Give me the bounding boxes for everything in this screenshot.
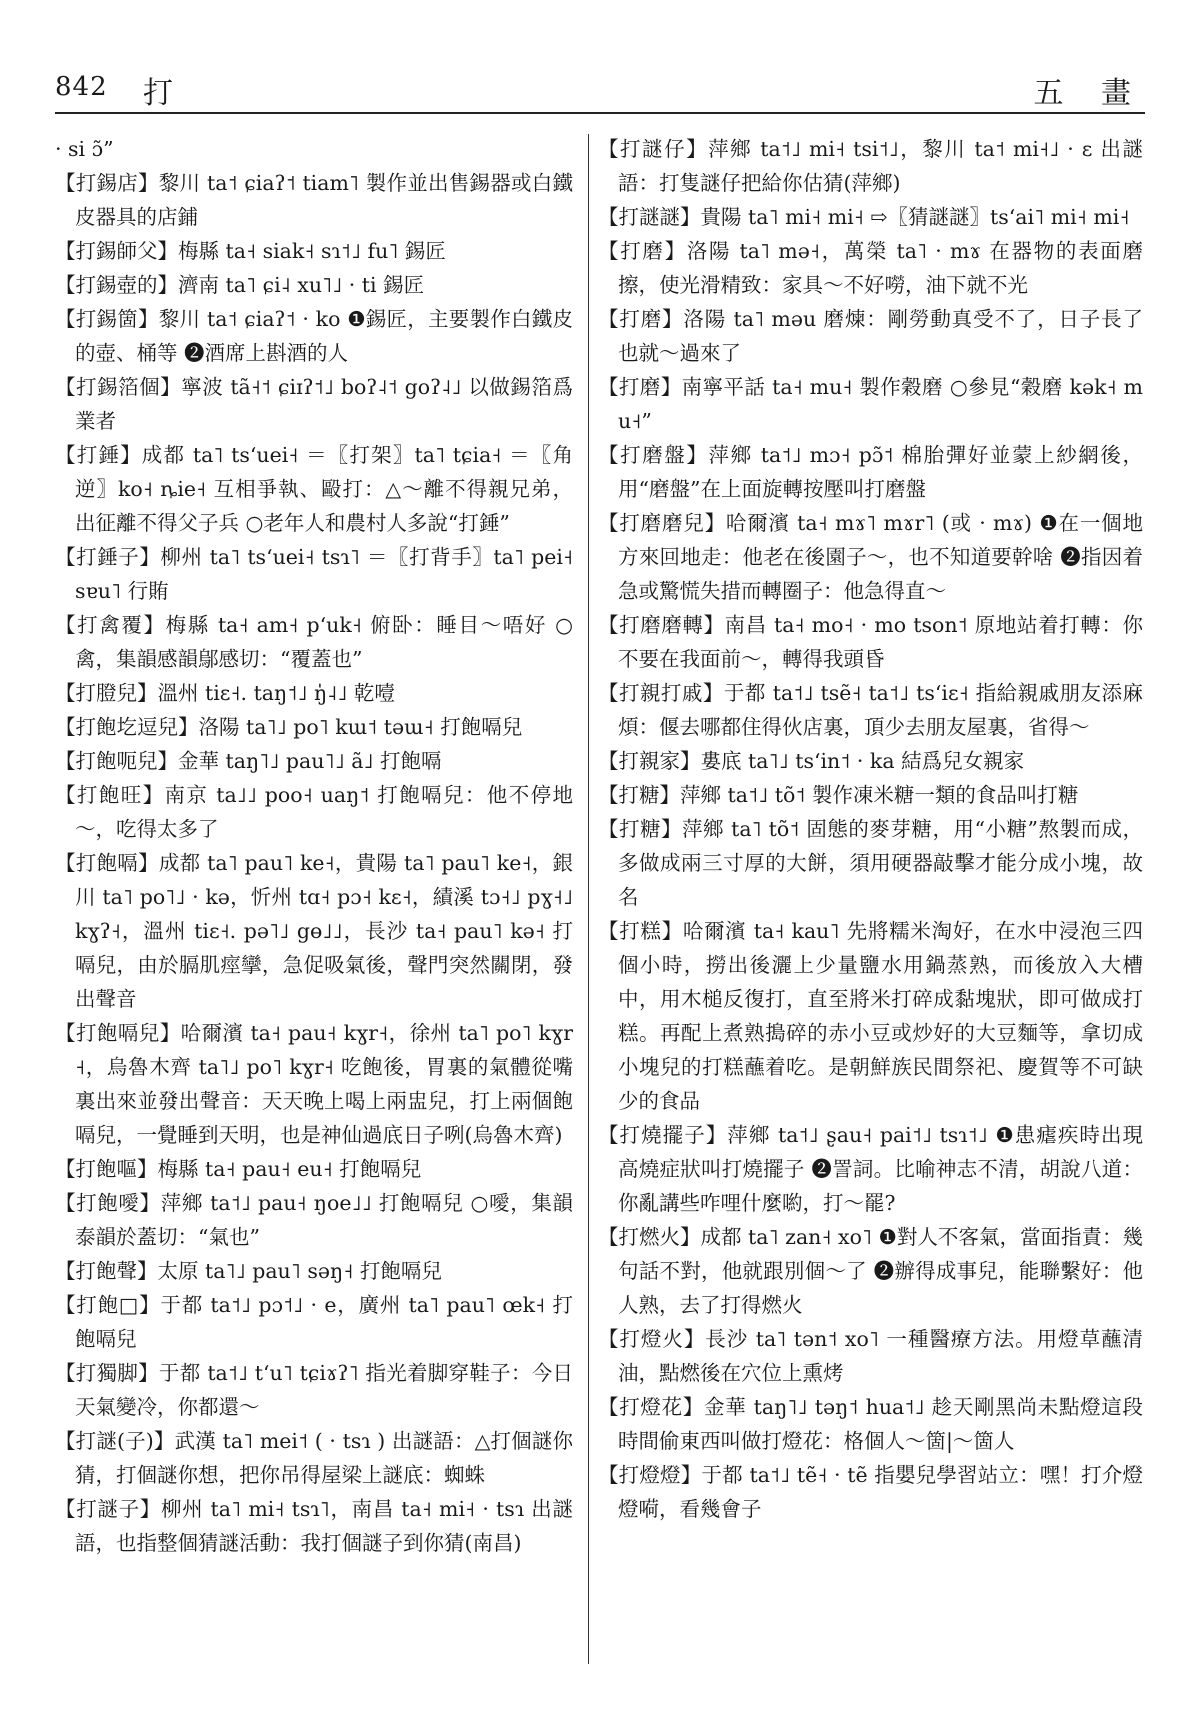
dictionary-entry: 【打燈花】金華 taŋ˥˩ təŋ˦ hua˦˩ 趁天剛黑尚未點燈這段時間偷東西叫做打燈花：格個人～箇|～箇人	[598, 1395, 1143, 1453]
dictionary-entry: 【打飽呃兒】金華 taŋ˥˩ pau˥˩ ã˩ 打飽嗝	[55, 749, 442, 773]
dictionary-entry: 【打錘】成都 ta˥ tsʻuei˧ ＝〖打架〗ta˥ tɕia˧ ＝〖角逆〗ko˧ ȵie˧ 互相爭執、毆打：△～離不得親兄弟，出征離不得父子兵 ○老年人和農村人多說“打錘”	[55, 443, 573, 535]
dictionary-entry: 【打獨脚】于都 ta˦˩ tʻu˥ tɕiɤʔ˥ 指光着脚穿鞋子：今日天氣變冷，你都還～	[55, 1361, 573, 1419]
dictionary-entry: 【打磨磨兒】哈爾濱 ta˧ mɤ˥ mɤr˥ (或 · mɤ) ❶在一個地方來回地走：他老在後園子～，也不知道要幹啥 ❷指因着急或驚慌失措而轉圈子：他急得直～	[598, 511, 1143, 603]
dictionary-entry: 【打禽覆】梅縣 ta˧ am˧ pʻuk˧ 俯卧：睡目～唔好 ○禽，集韻感韻鄔感切：“覆蓋也”	[55, 613, 573, 671]
dictionary-entry: 【打磨】洛陽 ta˥ məu 磨煉：剛勞動真受不了，日子長了也就～過來了	[598, 307, 1143, 365]
page-header	[55, 62, 1145, 114]
dictionary-entry: 【打飽嗝兒】哈爾濱 ta˧ pau˧ kɣr˧，徐州 ta˥ po˥ kɣr˧，烏魯木齊 ta˥˩ po˥ kɣr˧ 吃飽後，胃裏的氣體從嘴裏出來並發出聲音：天天晚上喝上兩盅兒，打上兩個飽嗝兒，一覺睡到天明，也是神仙過底日子咧(烏魯木齊)	[55, 1021, 573, 1147]
dictionary-entry: 【打飽□】于都 ta˦˩ pɔ˦˩ · e，廣州 ta˥ pau˥ œk˧ 打飽嗝兒	[55, 1293, 573, 1351]
dictionary-entry: 【打燈火】長沙 ta˥ tən˦ xo˥ 一種醫療方法。用燈草蘸清油，點燃後在穴位上熏烤	[598, 1327, 1143, 1385]
dictionary-entry: 【打錫壺的】濟南 ta˥ ɕi˨ xu˥˩ · ti 錫匠	[55, 273, 425, 297]
dictionary-entry: 【打飽噯】萍鄉 ta˦˩ pau˧ ŋoe˩˩ 打飽嗝兒 ○噯，集韻泰韻於蓋切：“氣也”	[55, 1191, 573, 1249]
dictionary-entry: 【打親打戚】于都 ta˦˩ tsẽ˧ ta˦˩ tsʻiɛ˧ 指給親戚朋友添麻煩：偃去哪都住得伙店裏，頂少去朋友屋裏，省得～	[598, 681, 1143, 739]
header-rule	[55, 112, 1145, 114]
dictionary-entry: 【打謎仔】萍鄉 ta˦˩ mi˧ tsi˦˩，黎川 ta˦ mi˧˩ · ɛ 出謎語：打隻謎仔把給你估猜(萍鄉)	[598, 137, 1143, 195]
dictionary-entry: 【打飽嗝】成都 ta˥ pau˥ ke˧，貴陽 ta˥ pau˥ ke˧，銀川 ta˥ po˥˩ · kə，忻州 tɑ˧ pɔ˧ kɛ˧，績溪 tɔ˧˩ pɣ˧˩ kɣʔ˧，溫州 tiɛ˧. pə˥˩ gɵ˩˩，長沙 ta˧ pau˥ kə˧ 打嗝兒，由於膈肌痙攣，急促吸氣後，聲門突然關閉，發出聲音	[55, 851, 573, 1011]
dictionary-entry: 【打燈燈】于都 ta˦˩ tẽ˧ · tẽ 指嬰兒學習站立：嘿！打介燈燈嗬，看幾會子	[598, 1463, 1143, 1521]
section-title: 五 畫	[1033, 76, 1145, 111]
dictionary-entry: 【打錫店】黎川 ta˦ ɕiaʔ˦ tiam˥ 製作並出售錫器或白鐵皮器具的店鋪	[55, 171, 573, 229]
dictionary-entry: 【打糖】萍鄉 ta˦˩ tõ˦ 製作凍米糖一類的食品叫打糖	[598, 783, 1079, 807]
column-divider	[588, 134, 589, 1664]
dictionary-entry: 【打飽聲】太原 ta˥˩ pau˥ səŋ˧ 打飽嗝兒	[55, 1259, 442, 1283]
dictionary-entry: 【打錫師父】梅縣 ta˧ siak˧ sɿ˦˩ fu˥ 錫匠	[55, 239, 446, 263]
dictionary-entry: 【打糕】哈爾濱 ta˧ kau˥ 先將糯米淘好，在水中浸泡三四個小時，撈出後灑上少量鹽水用鍋蒸熟，而後放入大槽中，用木槌反復打，直至將米打碎成黏塊狀，即可做成打糕。再配上煮熟搗碎的赤小豆或炒好的大豆麵等，拿切成小塊兒的打糕蘸着吃。是朝鮮族民間祭祀、慶賀等不可缺少的食品	[598, 919, 1143, 1113]
dictionary-entry: 【打飽旺】南京 ta˩˩ poo˧ uaŋ˦ 打飽嗝兒：他不停地～，吃得太多了	[55, 783, 573, 841]
dictionary-entry: 【打謎謎】貴陽 ta˥ mi˧ mi˧ ⇨〖猜謎謎〗tsʻai˥ mi˧ mi˧	[598, 205, 1130, 229]
page-number: 842	[55, 72, 108, 102]
dictionary-entry: 【打磨】南寧平話 ta˧ mu˧ 製作穀磨 ○參見“穀磨 kək˧ mu˧”	[598, 375, 1143, 433]
dictionary-entry: 【打錫箇】黎川 ta˦ ɕiaʔ˦ · ko ❶錫匠，主要製作白鐵皮的壺、桶等 ❷酒席上斟酒的人	[55, 307, 573, 365]
dictionary-entry: 【打磨盤】萍鄉 ta˦˩ mɔ˧ pɔ̃˦ 棉胎彈好並蒙上紗網後，用“磨盤”在上面旋轉按壓叫打磨盤	[598, 443, 1143, 501]
dictionary-entry: 【打飽嘔】梅縣 ta˧ pau˧ eu˧ 打飽嗝兒	[55, 1157, 422, 1181]
dictionary-entry: 【打燃火】成都 ta˥ zan˧ xo˥ ❶對人不客氣，當面指責：幾句話不對，他就跟別個～了 ❷辦得成事兒，能聯繫好：他人熟，去了打得燃火	[598, 1225, 1143, 1317]
dictionary-entry: 【打謎子】柳州 ta˥ mi˧ tsɿ˥，南昌 ta˧ mi˧ · tsɿ 出謎語，也指整個猜謎活動：我打個謎子到你猜(南昌)	[55, 1497, 573, 1555]
dictionary-entry: 【打燒擺子】萍鄉 ta˦˩ ʂau˧ pai˦˩ tsɿ˦˩ ❶患瘧疾時出現高燒症狀叫打燒擺子 ❷詈詞。比喻神志不清，胡說八道：你亂講些咋哩什麼喲，打～罷?	[598, 1123, 1143, 1215]
dictionary-entry: 【打磨】洛陽 ta˥ mə˧，萬榮 ta˥ · mɤ 在器物的表面磨擦，使光滑精致：家具～不好嘮，油下就不光	[598, 239, 1143, 297]
dictionary-entry: 【打糖】萍鄉 ta˥ tõ˦ 固態的麥芽糖，用“小糖”熬製而成，多做成兩三寸厚的大餅，須用硬器敲擊才能分成小塊，故名	[598, 817, 1143, 909]
left-column	[55, 132, 573, 1560]
dictionary-entry: 【打膯兒】溫州 tiɛ˧. taŋ˦˩ ŋ̍˨˩ 乾噎	[55, 681, 395, 705]
dictionary-entry: 【打錫箔個】寧波 tã˧˦ ɕiɪʔ˦˩ boʔ˨˦ goʔ˨˩ 以做錫箔爲業者	[55, 375, 573, 433]
dictionary-entry: 【打親家】婁底 ta˥˩ tsʻin˦ · ka 結爲兒女親家	[598, 749, 1025, 773]
dictionary-entry: 【打飽圪逗兒】洛陽 ta˥˩ po˥ kɯ˦ təɯ˧ 打飽嗝兒	[55, 715, 523, 739]
dictionary-entry: 【打謎(子)】武漢 ta˥ mei˦ ( · tsɿ ) 出謎語：△打個謎你猜，打個謎你想，把你吊得屋梁上謎底：蜘蛛	[55, 1429, 573, 1487]
dictionary-entry: · si ɔ̃”	[55, 137, 114, 161]
dictionary-entry: 【打磨磨轉】南昌 ta˧ mo˧ · mo tson˦ 原地站着打轉：你不要在我面前～，轉得我頭昏	[598, 613, 1143, 671]
right-column	[598, 132, 1143, 1526]
header-character: 打	[143, 76, 173, 111]
dictionary-entry: 【打錘子】柳州 ta˥ tsʻuei˧ tsɿ˥ ＝〖打背手〗ta˥ pei˧ sɐu˥ 行賄	[55, 545, 573, 603]
